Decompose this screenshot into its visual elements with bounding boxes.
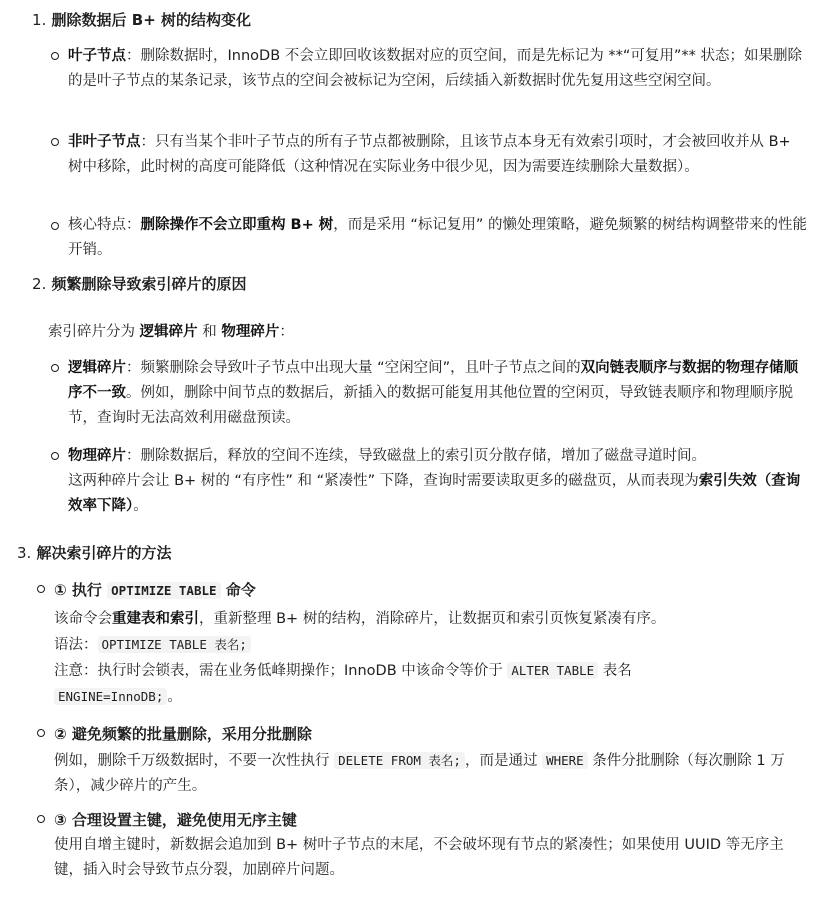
bullet-circle-icon — [51, 452, 59, 460]
bullet-circle-icon — [51, 364, 59, 372]
section-2-heading: 2. 频繁删除导致索引碎片的原因 — [32, 275, 247, 293]
s3-method-2-title: ② 避免频繁的批量删除，采用分批删除 — [54, 725, 312, 743]
s1-bullet-core-feature: 核心特点：删除操作不会立即重构 B+ 树，而是采用 “标记复用” 的懒处理策略，避免频繁的树结构调整带来的性能开销。 — [68, 217, 808, 258]
bullet-circle-icon — [37, 585, 45, 593]
section-1-heading: 1. 删除数据后 B+ 树的结构变化 — [32, 11, 251, 29]
s1-bullet-nonleaf-node: 非叶子节点：只有当某个非叶子节点的所有子节点都被删除，且该节点本身无有效索引项时，才会被回收并从 B+ 树中移除，此时树的高度可能降低（这种情况在实际业务中很少见，因为需要连续删除大量数据）。 — [68, 134, 791, 175]
s3-method-3-body: 使用自增主键时，新数据会追加到 B+ 树叶子节点的末尾，不会破坏现有节点的紧凑性；如果使用 UUID 等无序主键，插入时会导致节点分裂，加剧碎片问题。 — [54, 837, 784, 878]
s3-method-1-body: 该命令会重建表和索引，重新整理 B+ 树的结构，消除碎片，让数据页和索引页恢复紧凑有序。 语法： OPTIMIZE TABLE 表名; 注意：执行时会锁表，需在业务低峰期操作；InnoDB 中该命令等价于 ALTER TABLE 表名 ENGINE=InnoDB; 。 — [54, 611, 666, 705]
s2-bullet-logical-fragment: 逻辑碎片：频繁删除会导致叶子节点中出现大量 “空闲空间”，且叶子节点之间的双向链表顺序与数据的物理存储顺序不一致。例如，删除中间节点的数据后，新插入的数据可能复用其他位置的空闲页，导致链表顺序和物理顺序脱节，查询时无法高效利用磁盘预读。 — [68, 360, 799, 426]
section-3-heading: 3. 解决索引碎片的方法 — [17, 544, 172, 562]
s1-bullet-leaf-node: 叶子节点：删除数据时，InnoDB 不会立即回收该数据对应的页空间，而是先标记为 **“可复用”** 状态；如果删除的是叶子节点的某条记录，该节点的空间会被标记为空闲，后续插入新数据时优先复用这些空闲空间。 — [68, 48, 802, 89]
s3-method-2-body: 例如，删除千万级数据时，不要一次性执行 DELETE FROM 表名; ，而是通过 WHERE 条件分批删除（每次删除 1 万条），减少碎片的产生。 — [54, 753, 785, 794]
bullet-circle-icon — [51, 138, 59, 146]
s2-bullet-physical-fragment: 物理碎片：删除数据后，释放的空间不连续，导致磁盘上的索引页分散存储，增加了磁盘寻道时间。 这两种碎片会让 B+ 树的 “有序性” 和 “紧凑性” 下降，查询时需要读取更多的磁盘页，从而表现为索引失效（查询效率下降）。 — [68, 448, 801, 514]
s3-method-1-title: ① 执行 OPTIMIZE TABLE 命令 — [54, 581, 256, 599]
s3-method-3-title: ③ 合理设置主键，避免使用无序主键 — [54, 811, 297, 829]
bullet-circle-icon — [37, 729, 45, 737]
s2-intro: 索引碎片分为 逻辑碎片 和 物理碎片： — [48, 324, 294, 340]
bullet-circle-icon — [51, 52, 59, 60]
bullet-circle-icon — [37, 815, 45, 823]
bullet-circle-icon — [51, 222, 59, 230]
